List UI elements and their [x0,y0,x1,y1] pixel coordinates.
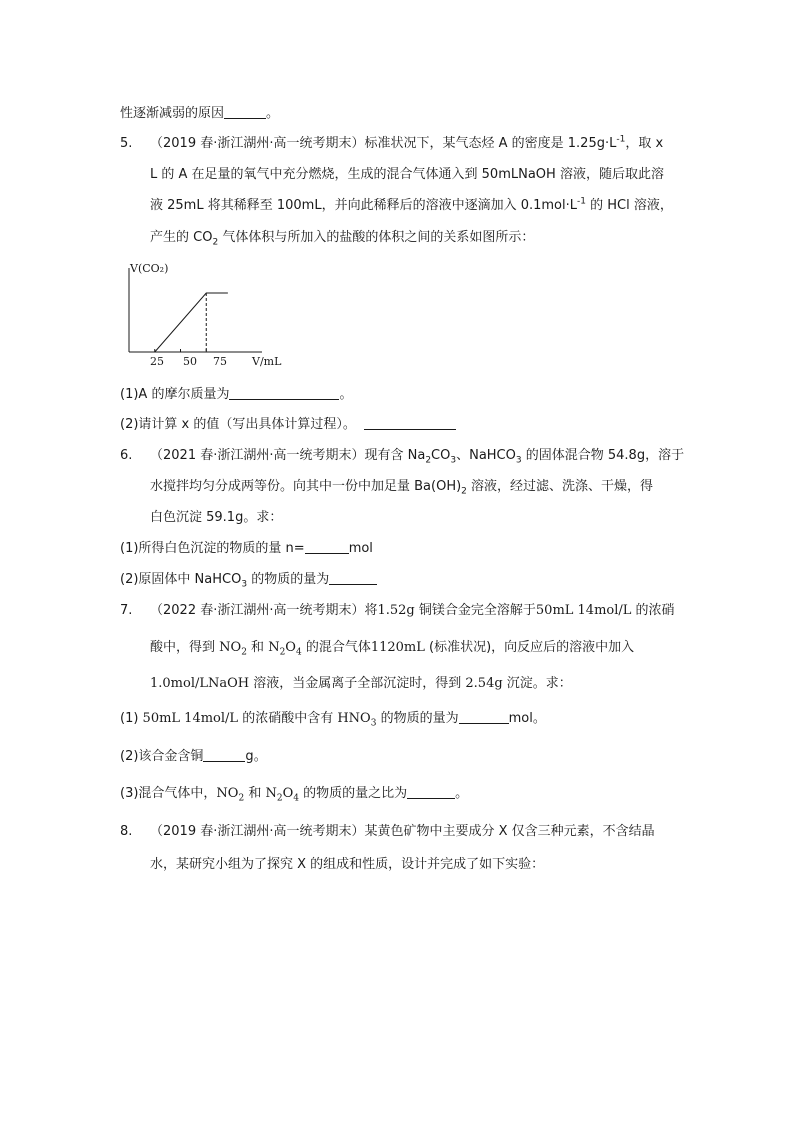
question-6-number: 6. [120,448,133,463]
answer-blank[interactable] [329,570,377,585]
q6-sub-1: (1)所得白色沉淀的物质的量 n= mol [120,541,373,556]
answer-blank[interactable] [459,709,509,724]
question-5-line-2: L 的 A 在足量的氧气中充分燃烧，生成的混合气体通入到 50mLNaOH 溶液，随后取此溶 [150,167,664,182]
intro-line: 性逐渐减弱的原因 。 [120,106,280,121]
question-6-line-3: 白色沉淀 59.1g。求： [150,510,283,525]
x-tick-label-1: 25 [150,355,164,368]
question-8-line-2: 水，某研究小组为了探究 X 的组成和性质，设计并完成了如下实验： [150,857,545,872]
question-7-number: 7. [120,603,133,618]
co2-volume-graph [120,258,300,370]
question-7-line-3: 1.0mol/LNaOH 溶液，当金属离子全部沉淀时，得到 2.54g 沉淀。求： [150,676,572,691]
y-axis-label: V(CO₂) [130,262,169,275]
question-5-number: 5. [120,136,133,151]
question-8-line-1: （2019 春·浙江湖州·高一统考期末）某黄色矿物中主要成分 X 仅含三种元素，不含结晶 [150,824,655,839]
q5-sub-2: (2)请计算 x 的值（写出具体计算过程）。 [120,415,456,435]
q7-sub-1: (1) 50mL 14mol/L 的浓硝酸中含有 $HNO_3$ 的物质的量为 mol。 [120,711,546,729]
question-5-line-4: 产生的 $CO_2$ 气体体积与所加入的盐酸的体积之间的关系如图所示： [150,230,535,248]
q6-sub-2: (2)原固体中 NaHCO$_3$ 的物质的量为 [120,570,377,590]
question-7-line-2: 酸中，得到 $NO_2$ 和 $N_2O_4$ 的混合气体1120mL (标准状况)，向反应后的溶液中加入 [150,640,635,658]
q7-sub-2: (2)该合金含铜 g。 [120,749,267,764]
question-8-number: 8. [120,824,133,839]
q7-sub-3: (3)混合气体中，$NO_2$ 和 $N_2O_4$ 的物质的量之比为 。 [120,786,469,804]
x-tick-label-2: 50 [183,355,197,368]
answer-blank[interactable] [364,415,456,430]
answer-blank[interactable] [305,539,349,554]
answer-blank[interactable] [229,385,339,400]
series-line [155,293,228,352]
question-5-line-1: （2019 春·浙江湖州·高一统考期末）标准状况下，某气态烃 A 的密度是 $1.25g\cdot L^{-1}$，取 x [150,134,664,151]
answer-blank[interactable] [407,784,455,799]
answer-blank[interactable] [224,104,266,119]
question-5-line-3: 液 25mL 将其稀释至 100mL，并向此稀释后的溶液中逐滴加入 $0.1mol\cdot L^{-1}$ 的 HCl 溶液， [150,196,673,213]
question-6-line-2: 水搅拌均匀分成两等份。向其中一份中加足量 $Ba(OH)_2$ 溶液，经过滤、洗涤、干燥，得 [150,479,654,497]
question-7-line-1: （2022 春·浙江湖州·高一统考期末）将1.52g 铜镁合金完全溶解于50mL 14mol/L 的浓硝 [150,603,675,618]
x-tick-label-3: 75 [213,355,227,368]
x-axis-label: V/mL [252,355,282,368]
answer-blank[interactable] [203,747,245,762]
q5-sub-1: (1)A 的摩尔质量为 。 [120,387,353,402]
question-6-line-1: （2021 春·浙江湖州·高一统考期末）现有含 $Na_2CO_3$、NaHCO$_3$ 的固体混合物 54.8g，溶于 [150,448,685,466]
